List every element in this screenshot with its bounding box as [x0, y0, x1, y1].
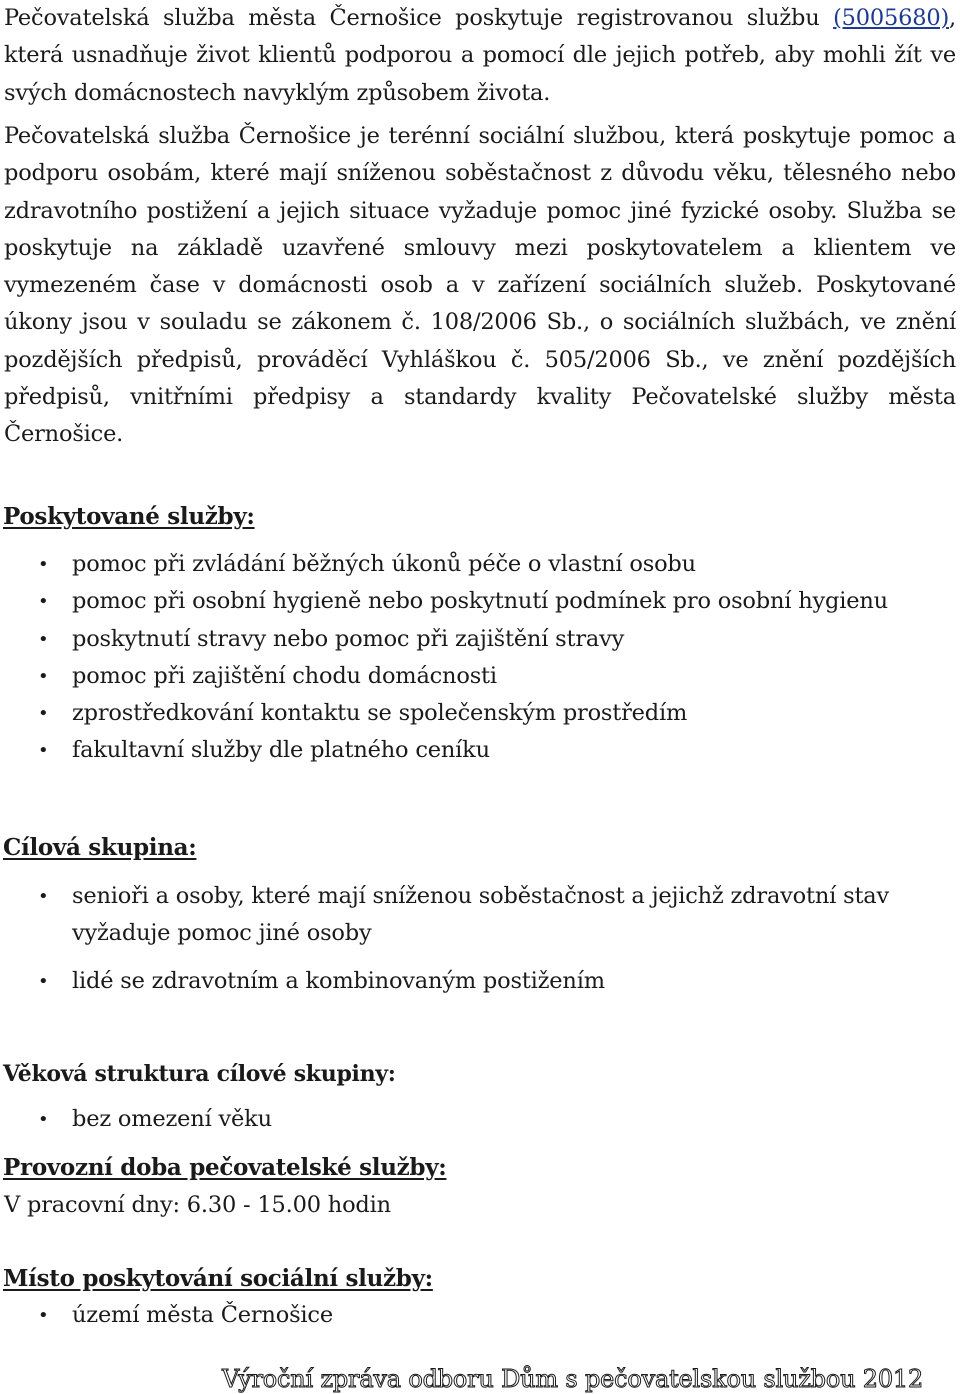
- list-item: • lidé se zdravotním a kombinovaným postižením: [0, 963, 940, 1000]
- list-item: • území města Černošice: [0, 1297, 940, 1334]
- list-item: • pomoc při zvládání běžných úkonů péče o vlastní osobu: [0, 546, 940, 583]
- bullet-icon: •: [38, 591, 49, 613]
- list-item: • fakultavní služby dle platného ceníku: [0, 732, 940, 769]
- page-footer: Výroční zpráva odboru Dům s pečovatelskou službou 2012: [222, 1365, 924, 1393]
- target-group-heading: Cílová skupina:: [3, 834, 197, 861]
- services-heading: Poskytované služby:: [3, 503, 255, 530]
- operating-hours-heading: Provozní doba pečovatelské služby:: [3, 1154, 447, 1181]
- list-item: • poskytnutí stravy nebo pomoc při zajištění stravy: [0, 621, 940, 658]
- bullet-icon: •: [38, 886, 49, 907]
- list-item: • pomoc při osobní hygieně nebo poskytnutí podmínek pro osobní hygienu: [0, 583, 940, 620]
- age-structure-list: [0, 1101, 940, 1138]
- description-paragraph: Pečovatelská služba Černošice je terénní sociální službou, která poskytuje pomoc a podporu osobám, které mají sníženou soběstačnost z důvodu věku, tělesného nebo zdravotního postižení a jejich situace vyžaduje pomoc jiné fyzické osoby. Služba se poskytuje na základě uzavřené smlouvy mezi poskytovatelem a klientem ve vymezeném čase v domácnosti osob a v zařízení sociálních služeb. Poskytované úkony jsou v souladu se zákonem č. 108/2006 Sb., o sociálních službách, ve znění pozdějších předpisů, prováděcí Vyhláškou č. 505/2006 Sb., ve znění pozdějších předpisů, vnitřními předpisy a standardy kvality Pečovatelské služby města Černošice.: [4, 123, 956, 448]
- bullet-icon: •: [38, 1305, 49, 1326]
- bullet-icon: •: [38, 628, 49, 650]
- age-structure-heading: Věková struktura cílové skupiny:: [3, 1061, 396, 1087]
- bullet-icon: •: [38, 554, 49, 575]
- location-heading: Místo poskytování sociální služby:: [3, 1265, 433, 1292]
- intro-paragraph: [4, 0, 956, 112]
- list-item: • senioři a osoby, které mají sníženou soběstačnost a jejichž zdravotní stav vyžaduje pomoc jiné osoby: [0, 878, 940, 953]
- bullet-icon: •: [38, 1109, 49, 1130]
- intro-text-before: Pečovatelská služba města Černošice poskytuje registrovanou službu: [4, 5, 834, 31]
- intro-text-after: , která usnadňuje život klientů podporou a pomocí dle jejich potřeb, aby mohli žít ve svých domácnostech navyklým způsobem života.: [4, 5, 956, 106]
- bullet-icon: •: [38, 970, 49, 992]
- registration-number-link[interactable]: (5005680): [833, 5, 950, 31]
- target-group-list: [0, 878, 940, 1010]
- bullet-icon: •: [38, 665, 49, 687]
- list-item: • bez omezení věku: [0, 1101, 940, 1138]
- bullet-icon: •: [38, 740, 49, 762]
- list-item: • pomoc při zajištění chodu domácnosti: [0, 658, 940, 695]
- operating-hours-text: V pracovní dny: 6.30 - 15.00 hodin: [4, 1192, 391, 1218]
- services-list: [0, 546, 940, 770]
- bullet-icon: •: [38, 703, 49, 725]
- list-item: • zprostředkování kontaktu se společenským prostředím: [0, 695, 940, 732]
- location-list: [0, 1297, 940, 1334]
